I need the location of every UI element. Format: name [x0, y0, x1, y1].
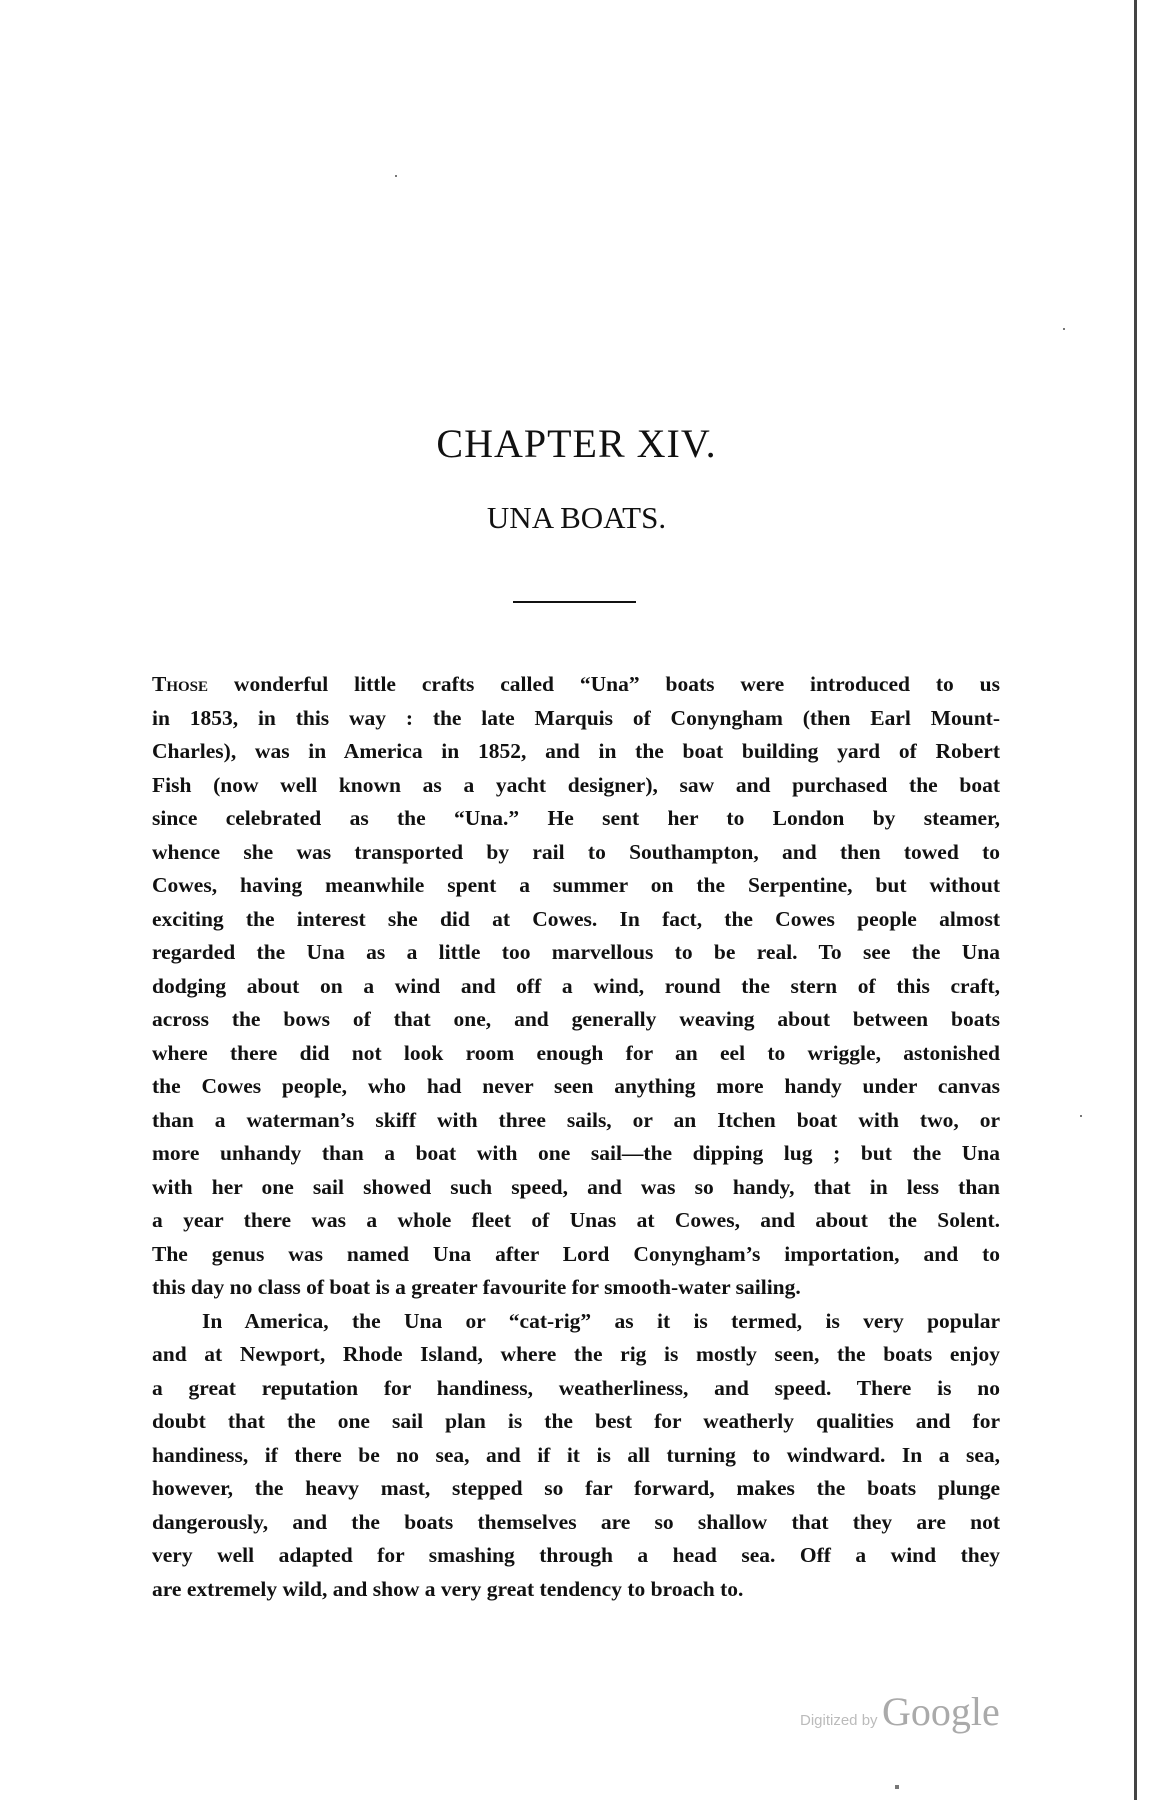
line-text: than a waterman’s skiff with three sails, or an Itchen boat with two, or	[152, 1107, 1000, 1132]
line-text: regarded the Una as a little too marvellous to be real. To see the Una	[152, 940, 1000, 964]
text-line	[152, 1171, 1000, 1205]
speck	[1080, 1115, 1082, 1117]
text-line	[152, 869, 1000, 903]
line-text: in 1853, in this way : the late Marquis of Conyngham (then Earl Mount-	[152, 705, 1000, 730]
line-text: wonderful little crafts called “Una” boats were introduced to us	[208, 672, 1000, 696]
text-line	[152, 1439, 1000, 1473]
line-text: dodging about on a wind and off a wind, round the stern of this craft,	[152, 973, 1000, 998]
text-line	[152, 903, 1000, 937]
speck	[395, 175, 397, 177]
text-line	[152, 1238, 1000, 1272]
first-word: Those	[152, 672, 209, 696]
line-text: Charles), was in America in 1852, and in the boat building yard of Robert	[152, 739, 1000, 763]
line-text: with her one sail showed such speed, and was so handy, that in less than	[152, 1174, 1000, 1199]
line-text: dangerously, and the boats themselves are so shallow that they are not	[152, 1509, 1000, 1534]
text-line	[152, 1137, 1000, 1171]
chapter-title: CHAPTER XIV.	[436, 421, 717, 466]
text-line	[152, 769, 1000, 803]
text-line	[152, 735, 1000, 769]
line-text: are extremely wild, and show a very great tendency to broach to.	[152, 1576, 744, 1601]
text-line	[152, 1338, 1000, 1372]
text-line	[152, 1104, 1000, 1138]
text-line	[152, 1037, 1000, 1071]
line-text: and at Newport, Rhode Island, where the rig is mostly seen, the boats enjoy	[152, 1342, 1000, 1366]
line-text: handiness, if there be no sea, and if it is all turning to windward. In a sea,	[152, 1442, 1000, 1467]
line-text: across the bows of that one, and generally weaving about between boats	[152, 1007, 1000, 1031]
text-line	[152, 1271, 1000, 1305]
google-logo: Google	[882, 1689, 1000, 1734]
line-text: In America, the Una or “cat-rig” as it is termed, is very popular	[202, 1308, 1000, 1333]
text-line	[152, 1506, 1000, 1540]
text-line	[152, 1539, 1000, 1573]
line-text: a year there was a whole fleet of Unas at Cowes, and about the Solent.	[152, 1208, 1000, 1232]
text-line	[152, 970, 1000, 1004]
line-text: exciting the interest she did at Cowes. In fact, the Cowes people almost	[152, 906, 1000, 931]
line-text: where there did not look room enough for an eel to wriggle, astonished	[152, 1040, 1000, 1065]
watermark-prefix: Digitized by	[800, 1712, 878, 1729]
line-text: a great reputation for handiness, weatherliness, and speed. There is no	[152, 1375, 1000, 1400]
text-line	[152, 1372, 1000, 1406]
text-line	[152, 802, 1000, 836]
line-text: more unhandy than a boat with one sail—the dipping lug ; but the Una	[152, 1141, 1000, 1165]
line-text: the Cowes people, who had never seen anything more handy under canvas	[152, 1074, 1000, 1098]
text-line	[152, 836, 1000, 870]
text-line	[152, 1070, 1000, 1104]
text-line	[152, 1003, 1000, 1037]
body-text	[152, 668, 1000, 1606]
line-text: this day no class of boat is a greater favourite for smooth-water sailing.	[152, 1275, 801, 1299]
line-text: Fish (now well known as a yacht designer), saw and purchased the boat	[152, 772, 1000, 797]
text-line	[152, 1472, 1000, 1506]
chapter-subtitle: UNA BOATS.	[486, 500, 667, 535]
line-text: whence she was transported by rail to Southampton, and then towed to	[152, 839, 1000, 864]
text-line	[152, 1305, 1000, 1339]
line-text: The genus was named Una after Lord Conyngham’s importation, and to	[152, 1241, 1000, 1266]
speck	[895, 1785, 899, 1789]
text-line	[152, 936, 1000, 970]
speck	[1063, 328, 1065, 330]
text-line	[152, 1204, 1000, 1238]
google-watermark	[800, 1688, 1000, 1735]
line-text: very well adapted for smashing through a head sea. Off a wind they	[152, 1543, 1000, 1567]
divider-rule	[513, 601, 636, 603]
line-text: however, the heavy mast, stepped so far forward, makes the boats plunge	[152, 1476, 1000, 1500]
line-text: since celebrated as the “Una.” He sent her to London by steamer,	[152, 806, 1000, 830]
page-edge	[1134, 0, 1137, 1800]
text-line	[152, 1405, 1000, 1439]
text-line	[152, 702, 1000, 736]
text-line	[152, 1573, 1000, 1607]
line-text: Cowes, having meanwhile spent a summer on the Serpentine, but without	[152, 873, 1000, 897]
text-line	[152, 668, 1000, 702]
line-text: doubt that the one sail plan is the best for weatherly qualities and for	[152, 1409, 1000, 1433]
